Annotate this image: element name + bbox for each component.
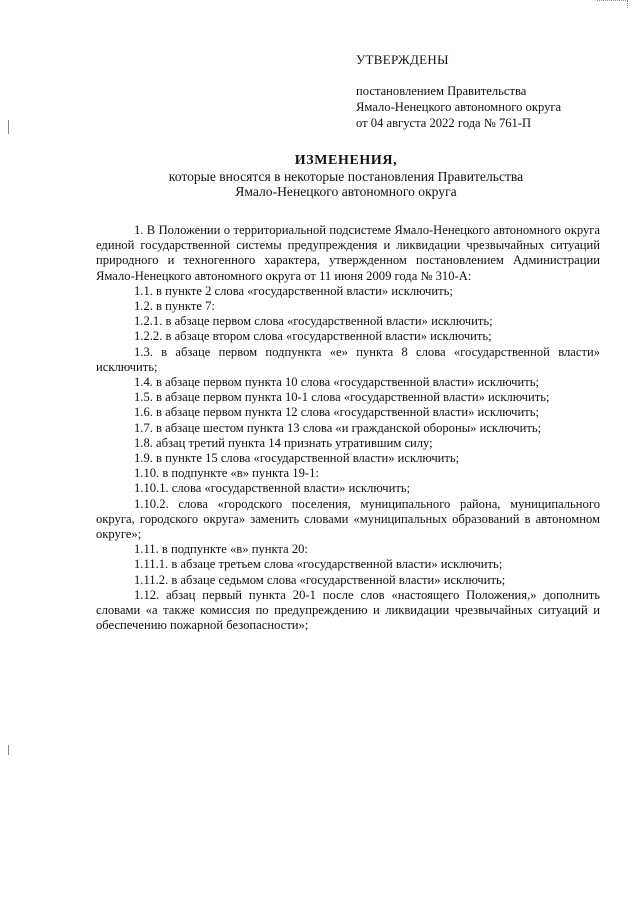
approval-stamp bbox=[356, 52, 626, 131]
paragraph-1-2-2: 1.2.2. в абзаце втором слова «государственной власти» исключить; bbox=[134, 329, 492, 344]
paragraph-1-11-1: 1.11.1. в абзаце третьем слова «государственной власти» исключить; bbox=[134, 557, 503, 572]
paragraph-1-10-2: 1.10.2. слова «городского поселения, муниципального района, муниципального округа, городского округа» заменить словами «муниципальных образований в автономном округе»; bbox=[96, 496, 600, 542]
paragraph-1-3: 1.3. в абзаце первом подпункта «е» пункта 8 слова «государственной власти» исключить; bbox=[96, 344, 600, 374]
paragraph-1-5: 1.5. в абзаце первом пункта 10-1 слова «государственной власти» исключить; bbox=[134, 390, 550, 405]
document-body bbox=[96, 223, 600, 633]
approval-line: постановлением Правительства bbox=[356, 84, 527, 98]
paragraph-1-6: 1.6. в абзаце первом пункта 12 слова «государственной власти» исключить; bbox=[134, 405, 540, 420]
scan-corner-mark bbox=[597, 0, 628, 8]
title-subtitle: которые вносятся в некоторые постановления Правительства bbox=[168, 168, 524, 184]
paragraph-1-7: 1.7. в абзаце шестом пункта 13 слова «и гражданской обороны» исключить; bbox=[134, 420, 542, 435]
paragraph-1-10-1: 1.10.1. слова «государственной власти» исключить; bbox=[134, 481, 411, 496]
paragraph-1-9: 1.9. в пункте 15 слова «государственной власти» исключить; bbox=[134, 451, 460, 466]
paragraph-1: 1. В Положении о территориальной подсистеме Ямало-Ненецкого автономного округа единой государственной системы предупреждения и ликвидации чрезвычайных ситуаций природного и техногенного характера, утвержденном постановлением Администрации Ямало-Ненецкого автономного округа от 11 июня 2009 года № 310-А: bbox=[96, 223, 600, 283]
paragraph-1-11: 1.11. в подпункте «в» пункта 20: bbox=[134, 542, 308, 557]
approval-line: от 04 августа 2022 года № 761-П bbox=[356, 116, 532, 130]
paragraph-1-8: 1.8. абзац третий пункта 14 признать утратившим силу; bbox=[134, 435, 433, 450]
approval-line: Ямало-Ненецкого автономного округа bbox=[356, 100, 562, 114]
paragraph-1-12: 1.12. абзац первый пункта 20-1 после слов «настоящего Положения,» дополнить словами «а также комиссия по предупреждению и ликвидации чрезвычайных ситуаций и обеспечению пожарной безопасности»; bbox=[96, 587, 600, 633]
paragraph-1-11-2: 1.11.2. в абзаце седьмом слова «государственной власти» исключить; bbox=[134, 572, 506, 587]
paragraph-1-10: 1.10. в подпункте «в» пункта 19-1: bbox=[134, 466, 319, 481]
title-main: ИЗМЕНЕНИЯ, bbox=[294, 153, 398, 168]
paragraph-1-4: 1.4. в абзаце первом пункта 10 слова «государственной власти» исключить; bbox=[134, 375, 540, 390]
scan-margin-mark bbox=[8, 120, 9, 134]
document-title bbox=[96, 153, 596, 200]
scan-margin-mark bbox=[8, 745, 9, 755]
paragraph-1-2-1: 1.2.1. в абзаце первом слова «государственной власти» исключить; bbox=[134, 314, 493, 329]
paragraph-1-1: 1.1. в пункте 2 слова «государственной власти» исключить; bbox=[134, 283, 453, 298]
approval-heading: УТВЕРЖДЕНЫ bbox=[356, 52, 449, 67]
paragraph-1-2: 1.2. в пункте 7: bbox=[134, 299, 215, 314]
title-subtitle: Ямало-Ненецкого автономного округа bbox=[235, 184, 457, 199]
